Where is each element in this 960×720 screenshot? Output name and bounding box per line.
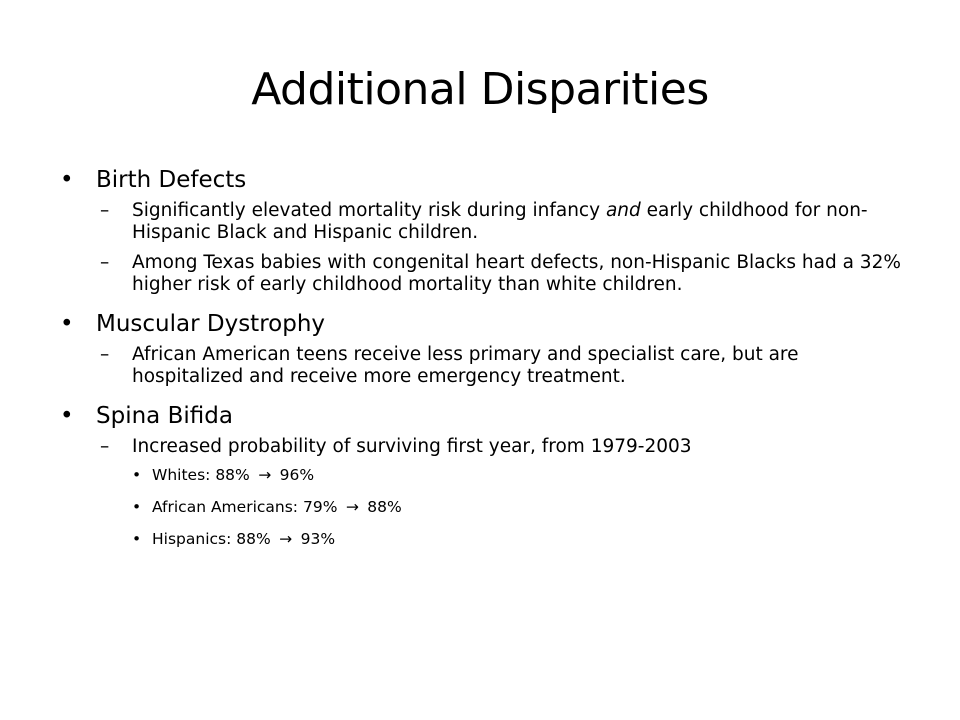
value-from: 79% xyxy=(302,498,338,516)
bullet-icon: • xyxy=(132,530,142,548)
dash-icon: – xyxy=(100,344,110,365)
sub-list xyxy=(96,200,912,296)
bullet-birth-defects xyxy=(60,166,912,296)
subsub-list xyxy=(132,466,912,549)
sub-item-text-end: early childhood for non-Hispanic Black and Hispanic children. xyxy=(132,200,868,243)
arrow-right-icon: → xyxy=(258,466,272,484)
sub-item-infancy-risk xyxy=(88,200,912,244)
value-to: 88% xyxy=(367,498,402,516)
value-from: 88% xyxy=(215,466,250,484)
sub-item-text-start: Significantly elevated mortality risk during infancy xyxy=(132,200,606,221)
sub-item-text: Increased probability of surviving first year, from 1979-2003 xyxy=(132,436,692,457)
bullet-icon: • xyxy=(60,167,74,193)
dash-icon: – xyxy=(100,436,110,457)
sub-item-text: African American teens receive less primary and specialist care, but are hospitalized and receive more emergency treatment. xyxy=(132,344,799,387)
bullet-icon: • xyxy=(60,403,74,429)
sub-item-teen-care xyxy=(88,344,912,388)
bullet-list xyxy=(60,166,912,549)
value-from: 88% xyxy=(236,530,271,548)
bullet-label: Spina Bifida xyxy=(96,403,233,429)
subsub-item-whites xyxy=(132,466,912,485)
value-to: 96% xyxy=(279,466,315,484)
bullet-spina-bifida xyxy=(60,402,912,549)
bullet-icon: • xyxy=(132,466,142,484)
group-label: Hispanics: xyxy=(152,530,232,548)
bullet-muscular-dystrophy xyxy=(60,310,912,388)
bullet-icon: • xyxy=(132,498,142,516)
sub-list xyxy=(96,344,912,388)
arrow-right-icon: → xyxy=(345,498,359,516)
sub-item-emphasis: and xyxy=(605,200,641,221)
dash-icon: – xyxy=(100,252,110,273)
group-label: African Americans: xyxy=(152,498,299,516)
bullet-label: Muscular Dystrophy xyxy=(96,311,326,337)
value-to: 93% xyxy=(300,530,336,548)
sub-item-texas-heart-defects xyxy=(88,252,912,296)
sub-list xyxy=(96,436,912,549)
subsub-item-hispanics xyxy=(132,530,912,549)
arrow-right-icon: → xyxy=(279,530,293,548)
slide-title: Additional Disparities xyxy=(251,64,709,115)
subsub-item-african-americans xyxy=(132,498,912,517)
group-label: Whites: xyxy=(152,466,211,484)
bullet-label: Birth Defects xyxy=(96,167,247,193)
bullet-icon: • xyxy=(60,311,74,337)
sub-item-text: Among Texas babies with congenital heart defects, non-Hispanic Blacks had a 32% higher risk of early childhood mortality than white children. xyxy=(132,252,901,295)
sub-item-survival-probability xyxy=(88,436,912,549)
dash-icon: – xyxy=(100,200,110,221)
